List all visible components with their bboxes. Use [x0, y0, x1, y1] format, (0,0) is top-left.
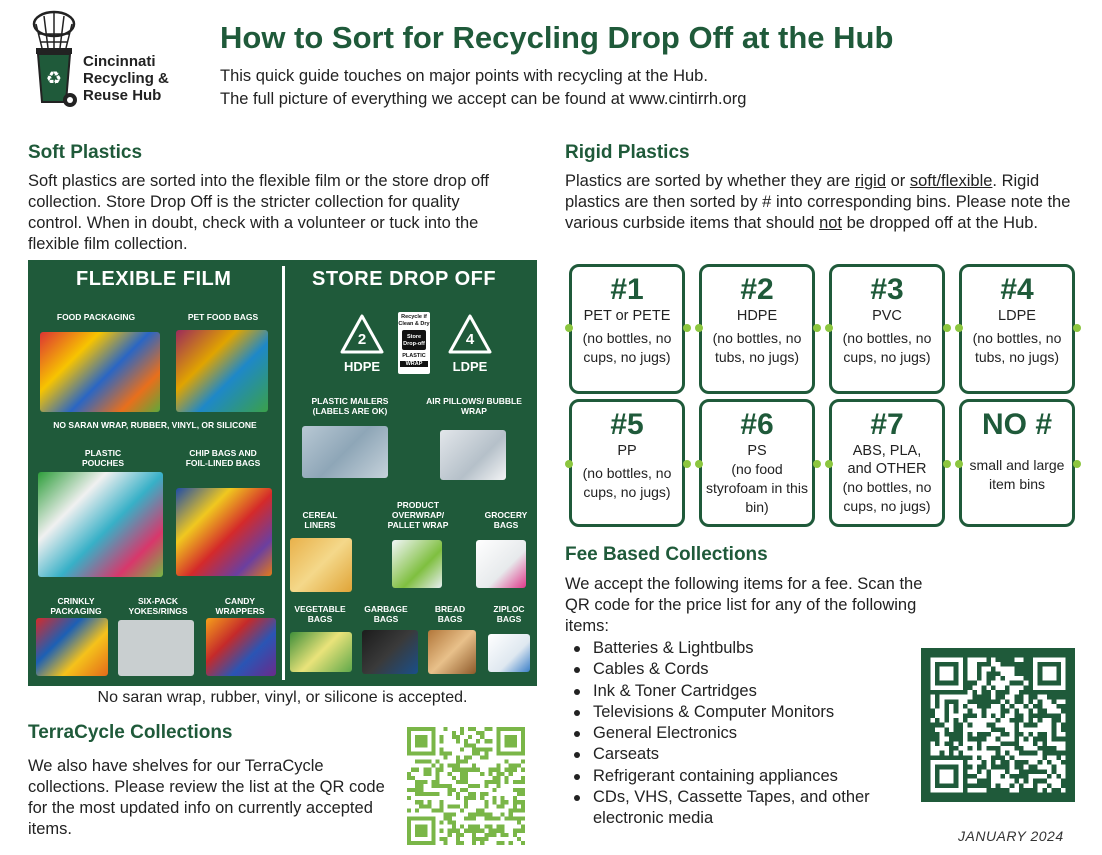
hdpe-label: HDPE: [343, 359, 381, 374]
connector-dot: [683, 324, 691, 332]
cereal-liners-image: [290, 538, 352, 592]
vegetable-bags-image: [290, 632, 352, 672]
connector-dot: [1073, 460, 1081, 468]
page-subtitle: This quick guide touches on major points with recycling at the Hub. The full picture of everything we accept can be found at www.cintirrh.org: [220, 67, 747, 108]
publication-date: JANUARY 2024: [958, 828, 1064, 844]
connector-dot: [695, 324, 703, 332]
crinkly-packaging-image: [36, 618, 108, 676]
card-pet-1: #1 PET or PETE (no bottles, no cups, no jugs): [569, 264, 685, 394]
fee-collections-heading: Fee Based Collections: [565, 544, 768, 565]
list-item: Batteries & Lightbulbs: [565, 638, 915, 659]
no-saran-note: No saran wrap, rubber, vinyl, or silicone is accepted.: [97, 689, 468, 706]
poster-divider: [282, 266, 285, 680]
connector-dot: [943, 324, 951, 332]
candy-wrappers-label: CANDY WRAPPERS: [215, 596, 265, 616]
ldpe-label: LDPE: [452, 359, 488, 374]
vegetable-bags-label: VEGETABLE BAGS: [294, 604, 346, 624]
ziploc-bags-label: ZIPLOC BAGS: [493, 604, 525, 624]
ldpe-number: 4: [465, 331, 475, 348]
soft-plastics-poster: [28, 260, 537, 686]
grocery-bags-label: GROCERY BAGS: [484, 510, 528, 530]
cereal-liners-label: CEREAL LINERS: [302, 510, 338, 530]
plastic-pouches-image: [38, 472, 163, 577]
store-drop-off-logo: Recycle if Clean & Dry Store Drop-off PLASTIC WRAP: [398, 312, 430, 374]
connector-dot: [955, 324, 963, 332]
air-pillows-label: AIR PILLOWS/ BUBBLE WRAP: [426, 396, 522, 416]
fee-price-list-qr-code[interactable]: [921, 648, 1075, 802]
product-overwrap-image: [392, 540, 442, 588]
terracycle-text: We also have shelves for our TerraCycle collections. Please review the list at the QR code for the most updated info on currently accepted items.: [28, 757, 385, 838]
bubble-wrap-image: [440, 430, 506, 480]
card-hdpe-2: #2 HDPE (no bottles, no tubs, no jugs): [699, 264, 815, 394]
fee-items-list: [565, 638, 915, 830]
plastic-mailers-image: [302, 426, 388, 478]
connector-dot: [565, 460, 573, 468]
store-drop-off-title: STORE DROP OFF: [312, 268, 497, 290]
candy-wrappers-image: [206, 618, 276, 676]
list-item: Cables & Cords: [565, 659, 915, 680]
food-packaging-label: FOOD PACKAGING: [56, 312, 136, 322]
connector-dot: [813, 460, 821, 468]
soft-plastics-heading: Soft Plastics: [28, 142, 143, 163]
product-overwrap-label: PRODUCT OVERWRAP/ PALLET WRAP: [387, 500, 449, 530]
card-other-7: #7 ABS, PLA, and OTHER (no bottles, no cups, no jugs): [829, 399, 945, 527]
grocery-bags-image: [476, 540, 526, 588]
list-item: Televisions & Computer Monitors: [565, 702, 915, 723]
plastic-mailers-label: PLASTIC MAILERS (LABELS ARE OK): [311, 396, 389, 416]
rigid-plastics-heading: Rigid Plastics: [565, 142, 690, 163]
bread-bags-label: BREAD BAGS: [434, 604, 466, 624]
connector-dot: [813, 324, 821, 332]
garbage-bags-label: GARBAGE BAGS: [364, 604, 408, 624]
connector-dot: [825, 324, 833, 332]
six-pack-label: SIX-PACK YOKES/RINGS: [128, 596, 188, 616]
six-pack-rings-image: [118, 620, 194, 676]
page-title: How to Sort for Recycling Drop Off at the Hub: [220, 20, 894, 55]
pet-food-bags-label: PET FOOD BAGS: [187, 312, 259, 322]
soft-plastics-text: Soft plastics are sorted into the flexible film or the store drop off collection. Store Drop Off is the stricter collection for quality control. When in doubt, check with a volunteer or tuck into the flexible film collection.: [28, 172, 490, 253]
list-item: Ink & Toner Cartridges: [565, 681, 915, 702]
chip-bags-image: [176, 488, 272, 576]
terracycle-heading: TerraCycle Collections: [28, 722, 233, 743]
connector-dot: [825, 460, 833, 468]
flexible-film-title: FLEXIBLE FILM: [76, 268, 232, 290]
list-item: General Electronics: [565, 723, 915, 744]
connector-dot: [943, 460, 951, 468]
plastic-pouches-label: PLASTIC POUCHES: [81, 448, 125, 468]
card-pvc-3: #3 PVC (no bottles, no cups, no jugs): [829, 264, 945, 394]
chip-bags-label: CHIP BAGS AND FOIL-LINED BAGS: [185, 448, 261, 468]
card-pp-5: #5 PP (no bottles, no cups, no jugs): [569, 399, 685, 527]
rigid-plastics-text: Plastics are sorted by whether they are rigid or soft/flexible. Rigid plastics are then sorted by # into corresponding bins. Please note the various curbside items that should not be dropped off at the Hub.: [565, 172, 1071, 232]
bread-bags-image: [428, 630, 476, 674]
ziploc-bags-image: [488, 634, 530, 672]
connector-dot: [695, 460, 703, 468]
card-ps-6: #6 PS (no food styrofoam in this bin): [699, 399, 815, 527]
card-ldpe-4: #4 LDPE (no bottles, no tubs, no jugs): [959, 264, 1075, 394]
no-saran-banner: NO SARAN WRAP, RUBBER, VINYL, OR SILICONE: [53, 420, 257, 430]
list-item: Carseats: [565, 744, 915, 765]
svg-text:♻: ♻: [45, 68, 63, 89]
garbage-bags-image: [362, 630, 418, 674]
crinkly-packaging-label: CRINKLY PACKAGING: [50, 596, 102, 616]
connector-dot: [1073, 324, 1081, 332]
terracycle-qr-code[interactable]: [407, 727, 525, 845]
list-item: CDs, VHS, Cassette Tapes, and other electronic media: [565, 787, 915, 830]
fee-collections-intro: We accept the following items for a fee. Scan the QR code for the price list for any of the following items:: [565, 575, 923, 635]
pet-food-bags-image: [176, 330, 268, 412]
list-item: Refrigerant containing appliances: [565, 766, 915, 787]
connector-dot: [683, 460, 691, 468]
hdpe-number: 2: [357, 331, 367, 348]
logo-text: Cincinnati Recycling & Reuse Hub: [83, 53, 169, 104]
connector-dot: [955, 460, 963, 468]
card-no-number: NO # small and large item bins: [959, 399, 1075, 527]
food-packaging-image: [40, 332, 160, 412]
connector-dot: [565, 324, 573, 332]
